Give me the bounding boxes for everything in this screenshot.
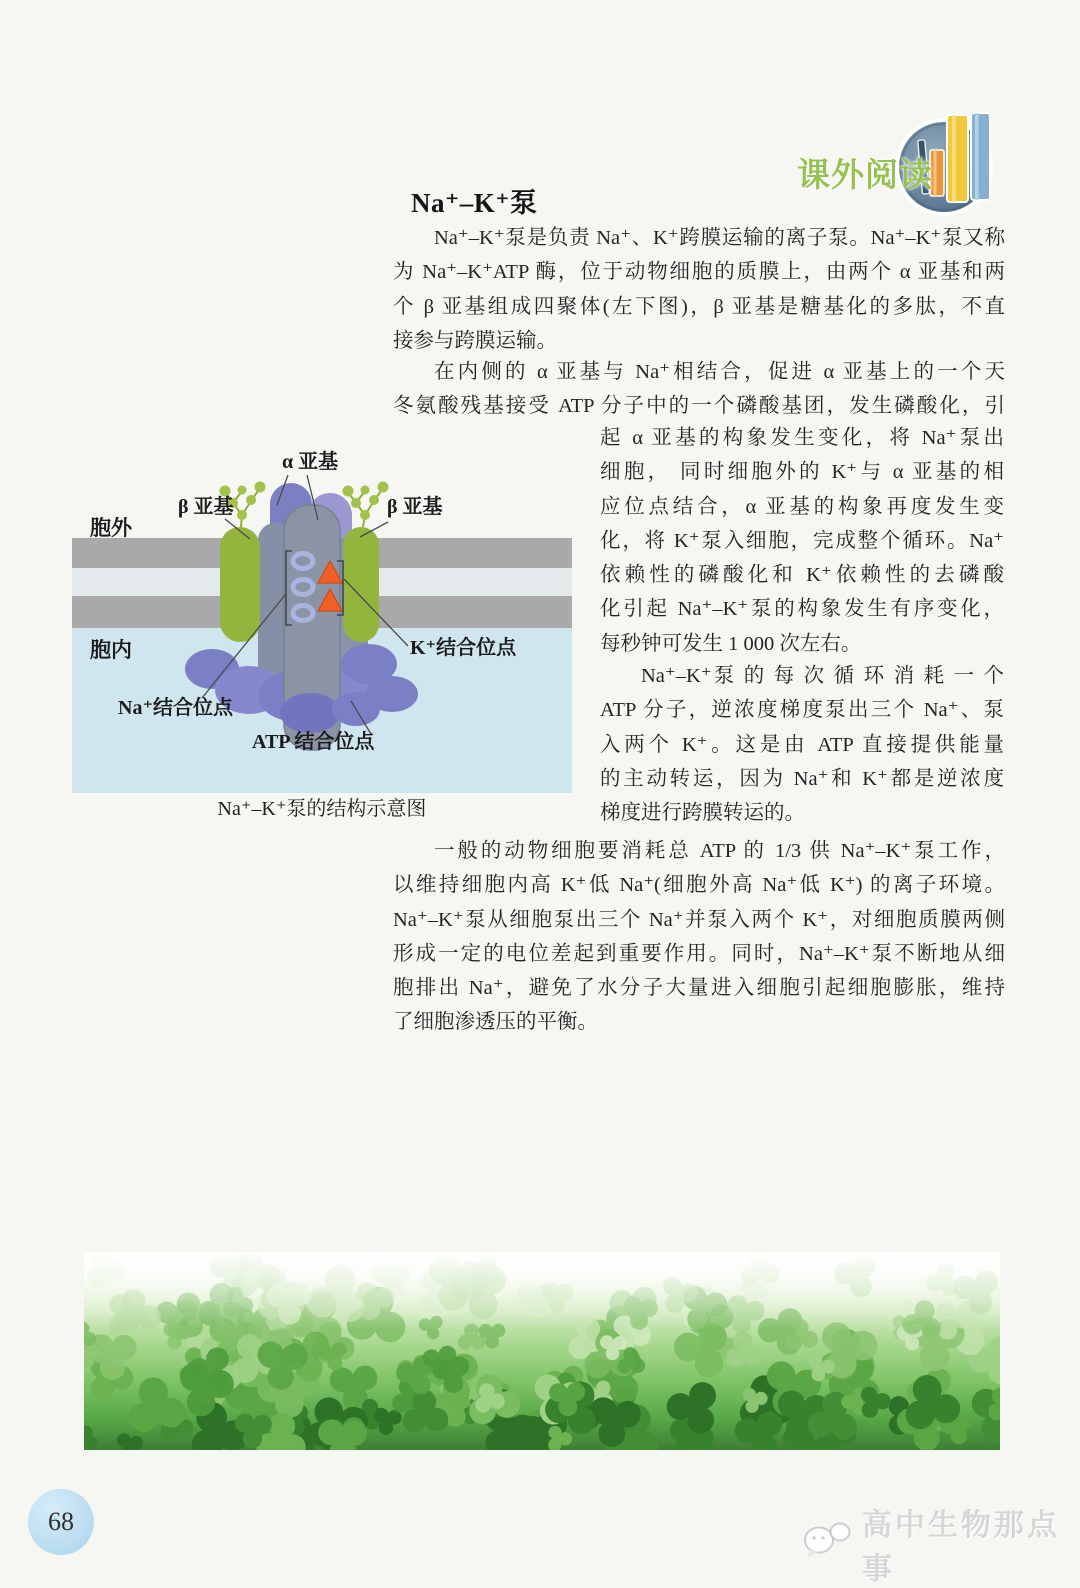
label-alpha-subunit: α 亚基 (282, 451, 339, 473)
text-line: 细胞， 同时细胞外的 K⁺与 α 亚基的相 (600, 461, 1004, 484)
text-line: 化，将 K⁺泵入细胞，完成整个循环。Na⁺ (600, 529, 1004, 552)
label-beta-subunit-left: β 亚基 (178, 496, 234, 518)
page-number-text: 68 (48, 1507, 74, 1536)
text-line: 一般的动物细胞要消耗总 ATP 的 1/3 供 Na⁺–K⁺泵工作， (434, 840, 1005, 862)
text-line: 冬氨酸残基接受 ATP 分子中的一个磷酸基团，发生磷酸化，引 (393, 395, 1005, 418)
beta-subunit-left (220, 527, 260, 642)
watermark-text: 高中生物那点事 (862, 1509, 1060, 1586)
label-k-binding-site: K⁺结合位点 (410, 637, 517, 659)
figure-caption: Na⁺–K⁺泵的结构示意图 (217, 798, 427, 820)
text-line: 化引起 Na⁺–K⁺泵的构象发生有序变化， (600, 598, 1004, 621)
clover-photo (84, 1252, 1000, 1450)
text-line: 胞排出 Na⁺，避免了水分子大量进入细胞引起细胞膨胀，维持 (393, 977, 1005, 1000)
label-extracellular: 胞外 (90, 516, 132, 540)
wechat-bubbles-icon (800, 1519, 854, 1570)
paragraph-3 (600, 659, 1004, 830)
label-beta-subunit-right: β 亚基 (387, 496, 443, 518)
text-line: 起 α 亚基的构象发生变化，将 Na⁺泵出 (600, 427, 1004, 449)
paragraph-1 (393, 221, 1005, 358)
label-atp-binding-site: ATP 结合位点 (252, 731, 375, 753)
label-na-binding-site: Na⁺结合位点 (118, 697, 233, 719)
article-title: Na⁺–K⁺泵 (411, 188, 538, 218)
text-line: ATP 分子，逆浓度梯度泵出三个 Na⁺、泵 (600, 699, 1004, 722)
text-line: 以维持细胞内高 K⁺低 Na⁺(细胞外高 Na⁺低 K⁺) 的离子环境。 (393, 874, 1005, 897)
cytoplasmic-domain-front (280, 693, 340, 733)
label-intracellular: 胞内 (90, 638, 132, 662)
text-line: 每秒钟可发生 1 000 次左右。 (600, 632, 862, 655)
paragraph-2-wrapped (600, 421, 1004, 661)
text-line: 依赖性的磷酸化和 K⁺依赖性的去磷酸 (600, 564, 1004, 587)
paragraph-4 (393, 834, 1005, 1040)
page-number-bubble (28, 1489, 94, 1555)
text-line: 应位点结合，α 亚基的构象再度发生变 (600, 495, 1004, 518)
text-line: Na⁺–K⁺泵 的 每 次 循 环 消 耗 一 个 (641, 665, 1004, 687)
watermark (800, 1500, 1080, 1588)
text-line: 为 Na⁺–K⁺ATP 酶，位于动物细胞的质膜上，由两个 α 亚基和两 (393, 261, 1005, 284)
text-line: 形成一定的电位差起到重要作用。同时，Na⁺–K⁺泵不断地从细 (393, 942, 1005, 965)
text-line: 在内侧的 α 亚基与 Na⁺相结合，促进 α 亚基上的一个天 (434, 361, 1005, 383)
paragraph-2-full-width (393, 355, 1005, 424)
text-line: 了细胞渗透压的平衡。 (393, 1011, 598, 1034)
text-line: 的主动转运，因为 Na⁺和 K⁺都是逆浓度 (600, 767, 1004, 790)
extracurricular-reading-badge: 课外阅读 (797, 156, 933, 193)
text-line: 接参与跨膜运输。 (393, 329, 557, 352)
text-line: Na⁺–K⁺泵是负责 Na⁺、K⁺跨膜运输的离子泵。Na⁺–K⁺泵又称 (434, 227, 1005, 249)
text-line: 入两个 K⁺。这是由 ATP 直接提供能量 (600, 733, 1004, 756)
photo-top-fade (84, 1252, 1000, 1330)
text-line: 梯度进行跨膜转运的。 (600, 802, 805, 825)
text-line: 个 β 亚基组成四聚体(左下图)，β 亚基是糖基化的多肽，不直 (393, 295, 1005, 318)
text-line: Na⁺–K⁺泵从细胞泵出三个 Na⁺并泵入两个 K⁺，对细胞质膜两侧 (393, 908, 1005, 931)
